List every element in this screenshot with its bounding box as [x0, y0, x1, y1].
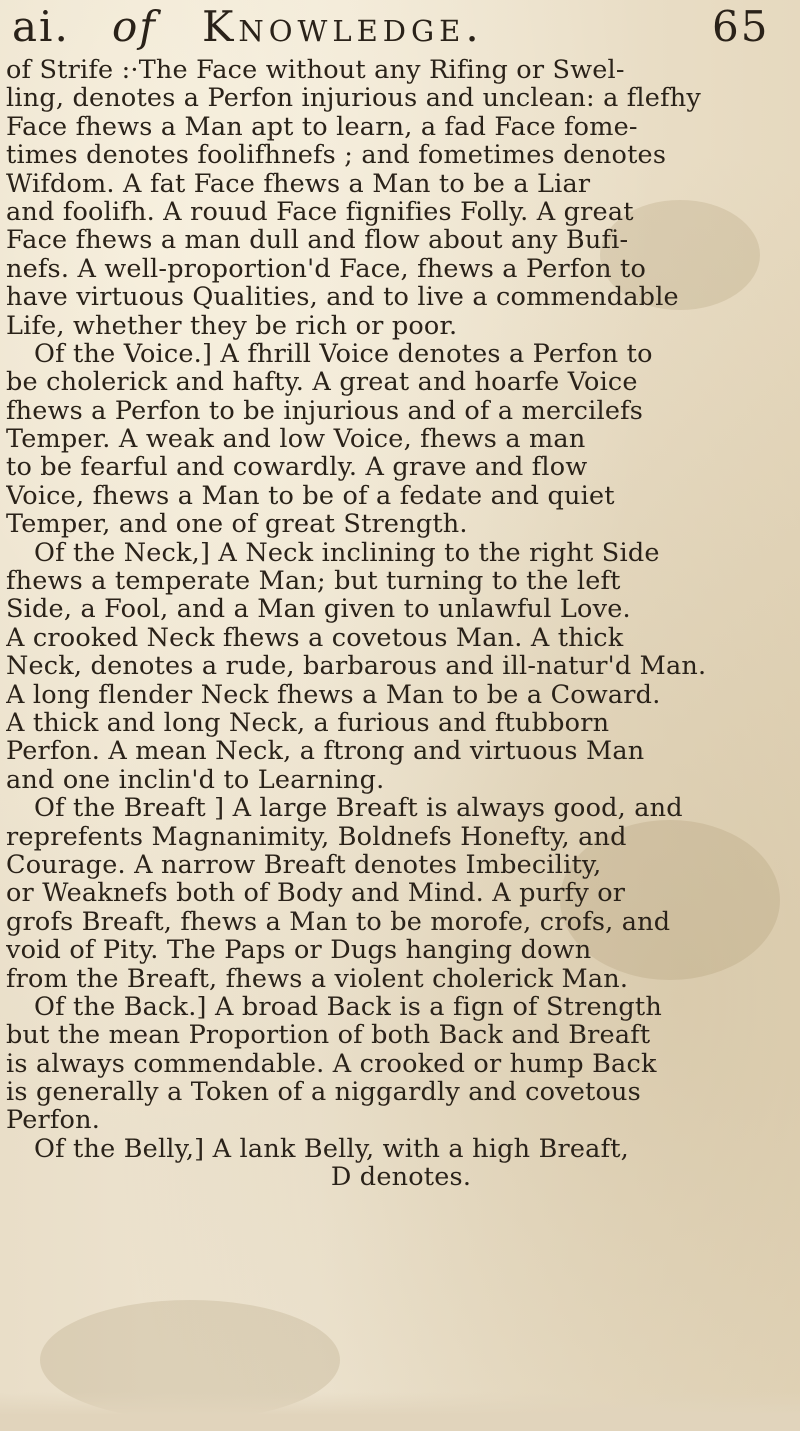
- header-title: Knowledge.: [202, 2, 484, 51]
- text-line: and one inclin'd to Learning.: [6, 765, 385, 795]
- text-line: fhews a temperate Man; but turning to the left: [6, 567, 621, 596]
- text-line: Of the Neck,] A Neck inclining to the right Side: [34, 538, 660, 568]
- text-line: have virtuous Qualities, and to live a commendable: [6, 283, 679, 312]
- text-line: Voice, fhews a Man to be of a fedate and quiet: [6, 481, 615, 511]
- text-line: from the Breaft, fhews a violent cholerick Man.: [6, 964, 629, 993]
- text-line: and foolifh. A rouud Face fignifies Folly. A great: [6, 197, 634, 227]
- text-line: fhews a Perfon to be injurious and of a mercilefs: [6, 396, 644, 426]
- text-line: A thick and long Neck, a furious and ftubborn: [6, 708, 610, 738]
- text-line: Of the Breaft ] A large Breaft is always good, and: [34, 794, 683, 823]
- text-line: be cholerick and hafty. A great and hoarfe Voice: [6, 368, 638, 397]
- text-line: ling, denotes a Perfon injurious and unclean: a flefhy: [6, 84, 701, 113]
- header-left-fragment: ai.: [12, 2, 70, 51]
- text-line: Neck, denotes a rude, barbarous and ill-natur'd Man.: [6, 652, 707, 681]
- text-line: nefs. A well-proportion'd Face, fhews a Perfon to: [6, 254, 647, 284]
- text-line: Of the Belly,] A lank Belly, with a high Breaft,: [34, 1134, 629, 1164]
- text-line: Side, a Fool, and a Man given to unlawful Love.: [6, 595, 631, 624]
- text-line: A long flender Neck fhews a Man to be a Coward.: [6, 680, 661, 709]
- text-line: Temper, and one of great Strength.: [6, 510, 468, 539]
- text-line: of Strife :·The Face without any Rifing or Swel-: [6, 56, 625, 85]
- page-number: 65: [712, 2, 770, 51]
- text-line: Face fhews a Man apt to learn, a fad Face fome-: [6, 112, 638, 142]
- text-line: Wifdom. A fat Face fhews a Man to be a Liar: [6, 169, 591, 198]
- text-line: is always commendable. A crooked or hump Back: [6, 1049, 657, 1079]
- running-header: [12, 2, 782, 52]
- text-line: or Weaknefs both of Body and Mind. A purfy or: [6, 879, 626, 908]
- catchword-line: D denotes.: [330, 1163, 472, 1192]
- text-line: Perfon. A mean Neck, a ftrong and virtuous Man: [6, 737, 645, 766]
- text-line: reprefents Magnanimity, Boldnefs Honefty, and: [6, 822, 627, 851]
- text-line: Temper. A weak and low Voice, fhews a man: [6, 425, 586, 454]
- page-bottom-edge: [0, 1392, 800, 1431]
- text-line: to be fearful and cowardly. A grave and flow: [6, 453, 588, 482]
- text-line: Of the Voice.] A fhrill Voice denotes a Perfon to: [34, 339, 653, 369]
- text-line: Of the Back.] A broad Back is a fign of Strength: [34, 992, 662, 1022]
- text-line: is generally a Token of a niggardly and covetous: [6, 1078, 641, 1107]
- text-line: void of Pity. The Paps or Dugs hanging down: [6, 936, 592, 965]
- text-line: A crooked Neck fhews a covetous Man. A thick: [6, 623, 624, 653]
- text-line: Life, whether they be rich or poor.: [6, 311, 458, 340]
- header-of: of: [112, 2, 157, 51]
- text-line: times denotes foolifhnefs ; and fometimes denotes: [6, 141, 667, 170]
- text-line: Perfon.: [6, 1106, 101, 1135]
- text-line: grofs Breaft, fhews a Man to be morofe, crofs, and: [6, 907, 671, 937]
- text-line: Courage. A narrow Breaft denotes Imbecility,: [6, 850, 602, 880]
- text-line: but the mean Proportion of both Back and Breaft: [6, 1021, 651, 1050]
- body-text: [6, 56, 796, 1192]
- text-line: Face fhews a man dull and flow about any Bufi-: [6, 226, 629, 255]
